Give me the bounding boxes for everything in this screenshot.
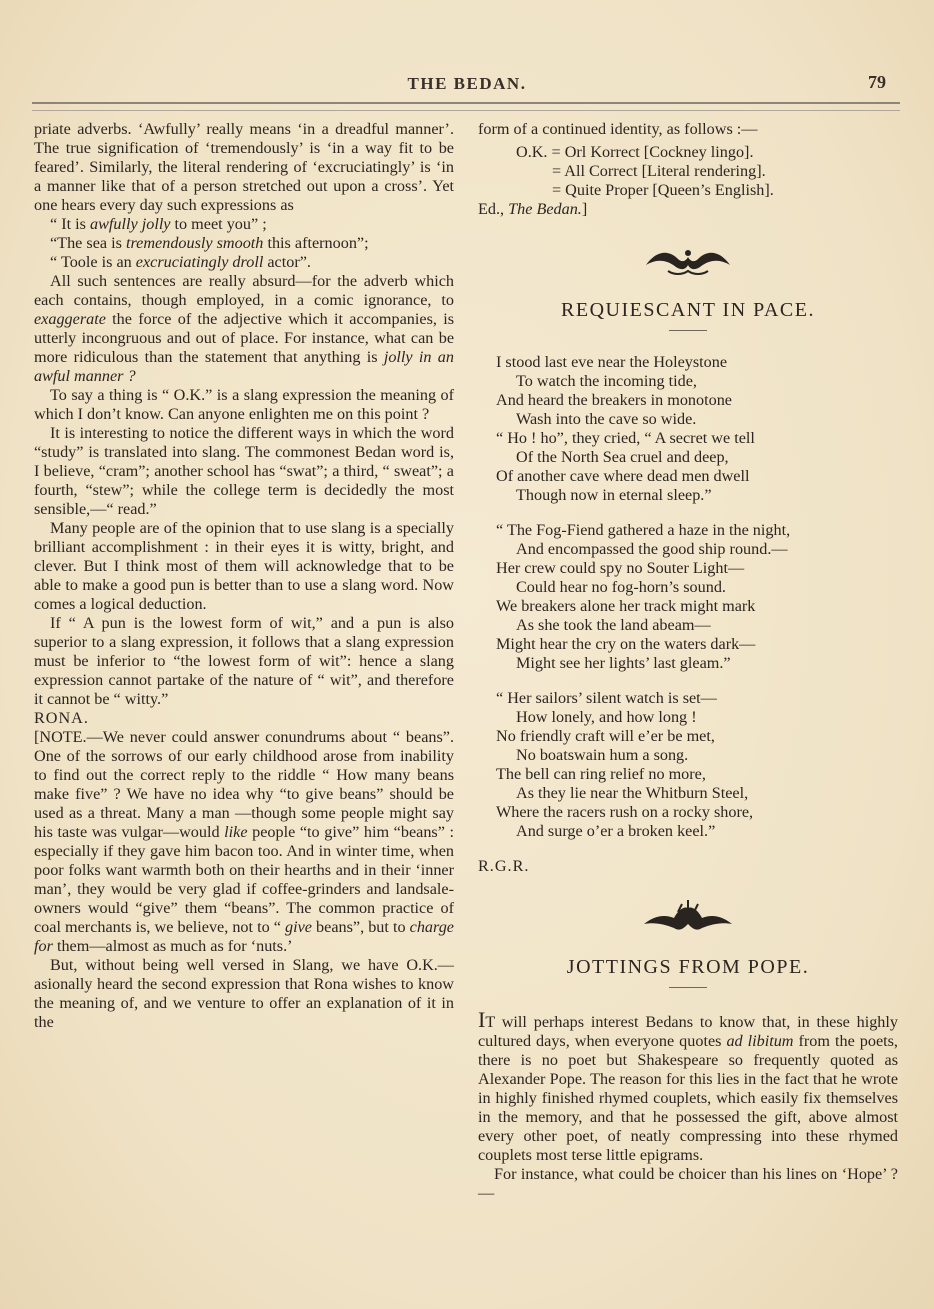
- definition-line: = All Correct [Literal rendering].: [552, 162, 766, 180]
- poem-line: I stood last eve near the Holeystone: [496, 353, 728, 371]
- right-column: [478, 120, 898, 1203]
- running-title: THE BEDAN.: [407, 74, 527, 93]
- title-rule: [669, 987, 707, 988]
- essay-title: JOTTINGS FROM POPE.: [566, 956, 810, 978]
- poem-line: How lonely, and how long !: [516, 708, 697, 726]
- poem-line: And surge o’er a broken keel.”: [516, 822, 716, 840]
- quote-line: “ Toole is an excruciatingly droll actor”.: [50, 253, 311, 271]
- poem-stanza-1: [496, 353, 898, 505]
- page-header: [0, 70, 934, 100]
- poem-line: To watch the incoming tide,: [516, 372, 697, 390]
- leaf-ornament-icon: [638, 898, 738, 938]
- poem-line: And encompassed the good ship round.—: [516, 540, 788, 558]
- poem-line: Where the racers rush on a rocky shore,: [496, 803, 754, 821]
- paragraph: form of a continued identity, as follows :—: [478, 120, 758, 138]
- poem-line: Though now in eternal sleep.”: [516, 486, 712, 504]
- definition-line: = Quite Proper [Queen’s English].: [552, 181, 774, 199]
- poem-line: “ The Fog-Fiend gathered a haze in the night,: [496, 521, 791, 539]
- poem-line: We breakers alone her track might mark: [496, 597, 756, 615]
- paragraph: To say a thing is “ O.K.” is a slang expression the meaning of which I don’t know. Can anyone enlighten me on this point ?: [34, 386, 454, 423]
- poem-line: Her crew could spy no Souter Light—: [496, 559, 745, 577]
- poem-line: The bell can ring relief no more,: [496, 765, 706, 783]
- paragraph: If “ A pun is the lowest form of wit,” and a pun is also superior to a slang expression, it follows that a slang expression must be inferior to “the lowest form of wit”: hence a slang expression cannot partake of the nature of “ wit”, and therefore it cannot be “ witty.”: [34, 614, 454, 708]
- poem-line: Might see her lights’ last gleam.”: [516, 654, 731, 672]
- poem-line: Might hear the cry on the waters dark—: [496, 635, 756, 653]
- page-number: 79: [868, 72, 886, 92]
- fleuron-ornament-icon: [638, 241, 738, 281]
- paragraph: But, without being well versed in Slang, we have O.K.—asionally heard the second expression that Rona wishes to know the meaning of, and we venture to offer an explanation of it in the: [34, 956, 454, 1031]
- editor-note: [NOTE.—We never could answer conundrums about “ beans”. One of the sorrows of our early childhood arose from inability to find out the correct reply to the riddle “ How many beans make five” ? We have no idea why “to give beans” should be used as a threat. Many a man —though some people might say his taste was vulgar—would like people “to give” him “beans” : especially if they gave him bacon too. And in winter time, when poor folks want warmth both on their hearths and in their ‘inner man’, they would be very glad if coffee-grinders and landsale-owners would “give” them “beans”. The common practice of coal merchants is, we believe, not to “ give beans”, but to charge for them—almost as much as for ‘nuts.’: [34, 728, 454, 955]
- poem-line: Wash into the cave so wide.: [516, 410, 697, 428]
- left-column: [34, 120, 454, 1032]
- poem-line: As she took the land abeam—: [516, 616, 711, 634]
- poem-line: Of another cave where dead men dwell: [496, 467, 750, 485]
- poem-stanza-2: [496, 521, 898, 673]
- paragraph: IT will perhaps interest Bedans to know that, in these highly cultured days, when everyone quotes ad libitum from the poets, there is no poet but Shakespeare so frequently quoted as Alexander Pope. The reason for this lies in the fact that he wrote in highly finished rhymed couplets, which easily fix themselves in the memory, and that he possessed the gift, above almost every other poet, of neatly compressing into these rhymed couplets most terse little epigrams.: [478, 1007, 898, 1164]
- poem-title: REQUIESCANT IN PACE.: [561, 299, 815, 321]
- poem-line: No friendly craft will e’er be met,: [496, 727, 715, 745]
- poem-line: “ Ho ! ho”, they cried, “ A secret we tell: [496, 429, 755, 447]
- definition-line: O.K. = Orl Korrect [Cockney lingo].: [516, 143, 754, 161]
- paragraph: priate adverbs. ‘Awfully’ really means ‘in a dreadful manner’. The true signification of ‘tremendously’ is ‘in a way fit to be feared’. Similarly, the literal rendering of ‘excruciatingly’ is ‘in a manner like that of a person stretched out upon a cross’. Yet one hears every day such expressions as: [34, 120, 454, 214]
- paragraph: All such sentences are really absurd—for the adverb which each contains, though employed, in a comic ignorance, to exaggerate the force of the adjective which it accompanies, is utterly incongruous and out of place. For instance, what can be more ridiculous than the statement that anything is jolly in an awful manner ?: [34, 272, 454, 385]
- poem-signature: R.G.R.: [478, 857, 530, 875]
- ok-definitions: [516, 143, 898, 200]
- poem-line: Of the North Sea cruel and deep,: [516, 448, 729, 466]
- poem-stanza-3: [496, 689, 898, 841]
- editor-signature: Ed., The Bedan.]: [478, 200, 588, 218]
- signature-rona: RONA.: [34, 709, 89, 727]
- paragraph: For instance, what could be choicer than his lines on ‘Hope’ ?—: [478, 1165, 898, 1202]
- poem-line: And heard the breakers in monotone: [496, 391, 732, 409]
- quote-line: “ It is awfully jolly to meet you” ;: [50, 215, 267, 233]
- header-rule: [32, 102, 900, 111]
- paragraph: Many people are of the opinion that to use slang is a specially brilliant accomplishment : in their eyes it is witty, bright, and clever. But I think most of them will acknowledge that to be able to make a good pun is better than to use a slang word. Now comes a logical deduction.: [34, 519, 454, 613]
- title-rule: [669, 330, 707, 331]
- poem-line: Could hear no fog-horn’s sound.: [516, 578, 726, 596]
- poem-line: “ Her sailors’ silent watch is set—: [496, 689, 717, 707]
- poem-line: As they lie near the Whitburn Steel,: [516, 784, 749, 802]
- paragraph: It is interesting to notice the different ways in which the word “study” is translated into slang. The commonest Bedan word is, I believe, “cram”; another school has “swat”; a third, “ sweat”; a fourth, “stew”; while the college term is decidedly the most sensible,—“ read.”: [34, 424, 454, 518]
- quote-line: “The sea is tremendously smooth this afternoon”;: [50, 234, 369, 252]
- poem-line: No boatswain hum a song.: [516, 746, 689, 764]
